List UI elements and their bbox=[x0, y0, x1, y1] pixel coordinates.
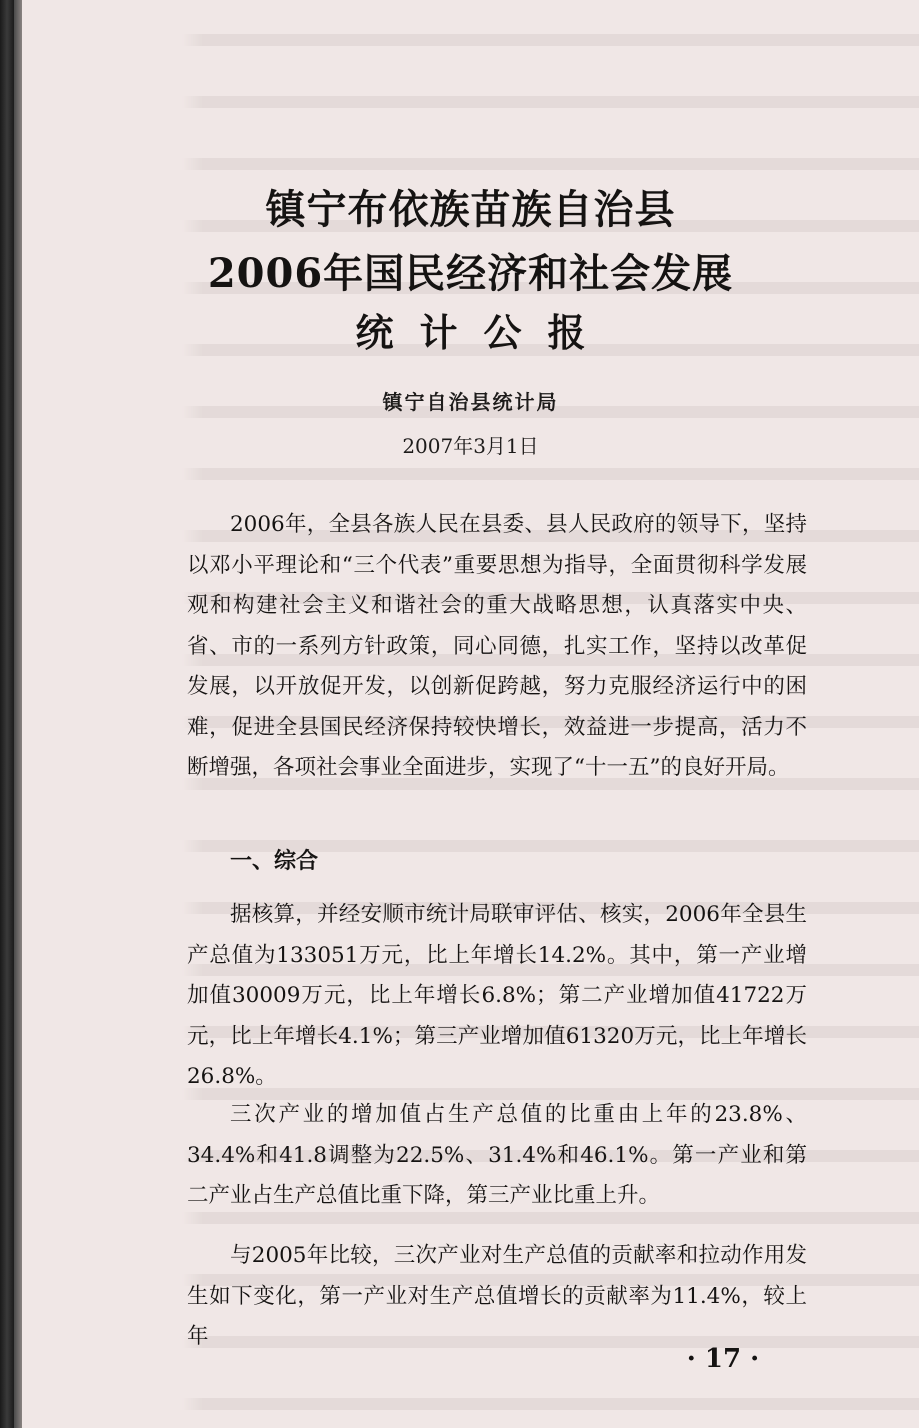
page-number: · 17 · bbox=[686, 1344, 760, 1374]
industry-share-paragraph: 三次产业的增加值占生产总值的比重由上年的23.8%、34.4%和41.8调整为22.5%、31.4%和46.1%。第一产业和第二产业占生产总值比重下降，第三产业比重上升。 bbox=[187, 1102, 807, 1208]
title-line-2: 2006年国民经济和社会发展 bbox=[207, 250, 734, 297]
title-line-3: 统计公报 bbox=[355, 310, 612, 355]
date-line: 2007年3月1日 bbox=[402, 434, 539, 458]
author-line: 镇宁自治县统计局 bbox=[382, 390, 559, 414]
gdp-paragraph: 据核算，并经安顺市统计局联审评估、核实，2006年全县生产总值为133051万元，比上年增长14.2%。其中，第一产业增加值30009万元，比上年增长6.8%；第二产业增加值41722万元，比上年增长4.1%；第三产业增加值61320万元，比上年增长26.8%。 bbox=[187, 902, 807, 1089]
page-edge bbox=[14, 0, 22, 1428]
title-line-1: 镇宁布依族苗族自治县 bbox=[265, 186, 676, 233]
section-heading-general: 一、综合 bbox=[230, 848, 319, 874]
intro-paragraph: 2006年，全县各族人民在县委、县人民政府的领导下，坚持以邓小平理论和“三个代表”重要思想为指导，全面贯彻科学发展观和构建社会主义和谐社会的重大战略思想，认真落实中央、省、市的一系列方针政策，同心同德，扎实工作，坚持以改革促发展，以开放促开发，以创新促跨越，努力克服经济运行中的困难，促进全县国民经济保持较快增长，效益进一步提高，活力不断增强，各项社会事业全面进步，实现了“十一五”的良好开局。 bbox=[187, 512, 807, 780]
document-page bbox=[22, 0, 919, 1428]
book-spine-shadow bbox=[0, 0, 14, 1428]
contribution-paragraph: 与2005年比较，三次产业对生产总值的贡献率和拉动作用发生如下变化，第一产业对生产总值增长的贡献率为11.4%，较上年 bbox=[187, 1243, 807, 1349]
